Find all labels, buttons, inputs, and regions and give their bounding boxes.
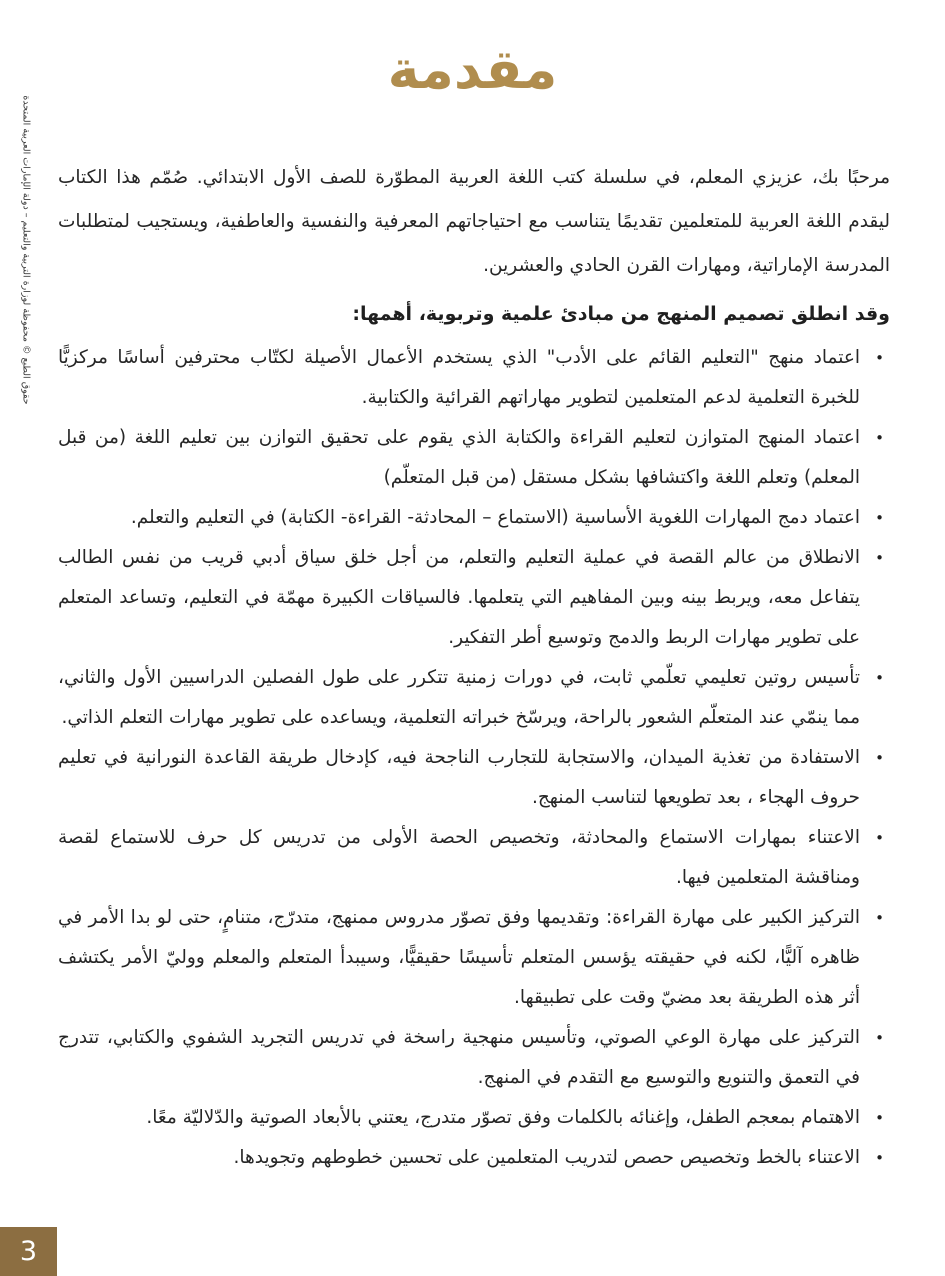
principle-item: • الاهتمام بمعجم الطفل، وإغنائه بالكلمات وفق تصوّر متدرج، يعتني بالأبعاد الصوتية والدّلاليّة معًا. <box>58 1098 860 1138</box>
principle-item: • الاعتناء بالخط وتخصيص حصص لتدريب المتعلمين على تحسين خطوطهم وتجويدها. <box>58 1138 860 1178</box>
page-number: 3 <box>19 1236 38 1267</box>
principle-item: • اعتماد منهج "التعليم القائم على الأدب" الذي يستخدم الأعمال الأصيلة لكتّاب محترفين أساسًا مركزيًّا للخبرة التعلمية لدعم المتعلمين لتطوير مهاراتهم القرائية والكتابية. <box>58 338 860 418</box>
principle-item: • تأسيس روتين تعليمي تعلّمي ثابت، في دورات زمنية تتكرر على طول الفصلين الدراسيين الأول والثاني، مما ينمّي عند المتعلّم الشعور بالراحة، ويرسّخ خبراته التعلمية، ويساعده على تطوير مهارات التعلم الذاتي. <box>58 658 860 738</box>
principle-item: • اعتماد دمج المهارات اللغوية الأساسية (الاستماع – المحادثة- القراءة- الكتابة) في التعليم والتعلم. <box>58 498 860 538</box>
principles-list <box>58 338 890 1178</box>
principles-heading: وقد انطلق تصميم المنهج من مبادئ علمية وتربوية، أهمها: <box>352 303 890 325</box>
page-title: مقدمة <box>387 38 558 101</box>
principle-item: • الانطلاق من عالم القصة في عملية التعليم والتعلم، من أجل خلق سياق أدبي قريب من نفس الطالب يتفاعل معه، ويربط بينه وبين المفاهيم التي يتعلمها. فالسياقات الكبيرة مهمّة في التعليم، وتساعد المتعلم على تطوير مهارات الربط والدمج وتوسيع أطر التفكير. <box>58 538 860 658</box>
principle-item: • الاستفادة من تغذية الميدان، والاستجابة للتجارب الناجحة فيه، كإدخال طريقة القاعدة النورانية في تعليم حروف الهجاء ، بعد تطويعها لتناسب المنهج. <box>58 738 860 818</box>
principle-item: • اعتماد المنهج المتوازن لتعليم القراءة والكتابة الذي يقوم على تحقيق التوازن بين تعليم اللغة (من قبل المعلم) وتعلم اللغة واكتشافها بشكل مستقل (من قبل المتعلّم) <box>58 418 860 498</box>
content-area <box>58 156 890 1178</box>
copyright-sidebar <box>21 95 32 404</box>
principle-item: • التركيز الكبير على مهارة القراءة: وتقديمها وفق تصوّر مدروس ممنهج، متدرّج، متنامٍ، حتى لو بدا الأمر في ظاهره آليًّا، لكنه في حقيقته يؤسس المتعلم تأسيسًا حقيقيًّا، وسيبدأ المتعلم والمعلم ووليّ الأمر يكتشف أثر هذه الطريقة بعد مضيّ وقت على تطبيقها. <box>58 898 860 1018</box>
copyright-text: حقوق الطبع © محفوظة لوزارة التربية والتعليم – دولة الإمارات العربية المتحدة <box>20 95 32 405</box>
page-number-badge <box>0 1227 57 1276</box>
principle-item: • التركيز على مهارة الوعي الصوتي، وتأسيس منهجية راسخة في تدريس التجريد الشفوي والكتابي، تتدرج في التعمق والتنويع والتوسيع مع التقدم في المنهج. <box>58 1018 860 1098</box>
intro-paragraph: مرحبًا بك، عزيزي المعلم، في سلسلة كتب اللغة العربية المطوّرة للصف الأول الابتدائي. صُمّم هذا الكتاب ليقدم اللغة العربية للمتعلمين تقديمًا يتناسب مع احتياجاتهم المعرفية والنفسية والعاطفية، ويستجيب لمتطلبات المدرسة الإماراتية، ومهارات القرن الحادي والعشرين. <box>58 167 890 276</box>
principle-item: • الاعتناء بمهارات الاستماع والمحادثة، وتخصيص الحصة الأولى من تدريس كل حرف للاستماع لقصة ومناقشة المتعلمين فيها. <box>58 818 860 898</box>
